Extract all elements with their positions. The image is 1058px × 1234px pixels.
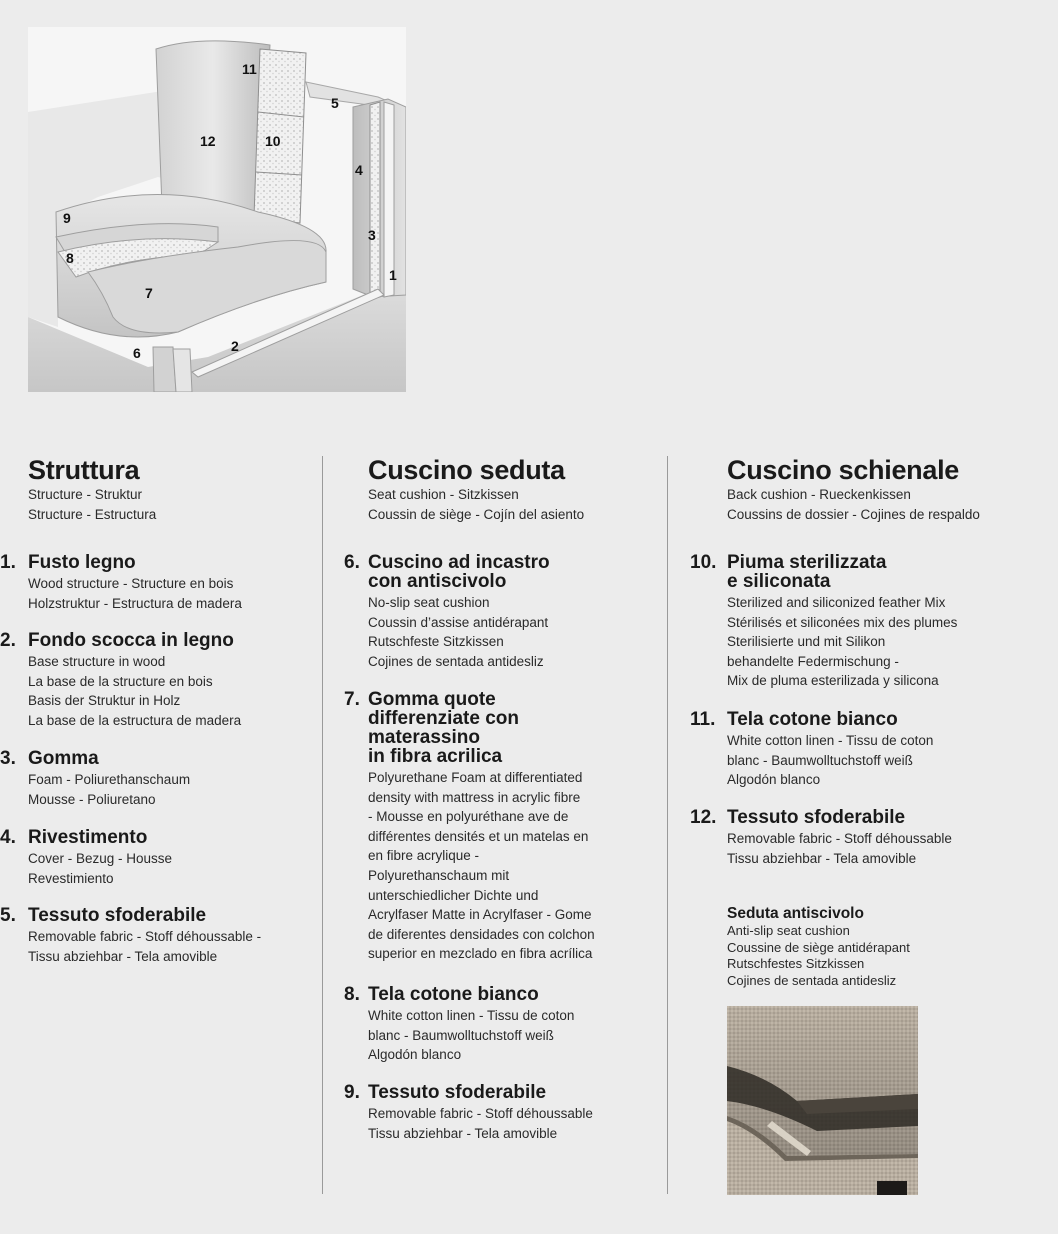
item-number: 10.	[690, 552, 717, 573]
item-number: 12.	[690, 807, 717, 828]
item-description: unterschiedlicher Dichte und	[368, 887, 539, 903]
spec-item-2	[0, 630, 328, 730]
item-heading: Tela cotone bianco	[368, 984, 539, 1005]
item-number: 11.	[690, 709, 716, 730]
item-description: White cotton linen - Tissu de coton	[368, 1008, 575, 1023]
seat-cushion-subtitle: Coussin de siège - Cojín del asiento	[368, 507, 585, 522]
anti-slip-line: Cojines de sentada antidesliz	[727, 972, 897, 988]
anti-slip-note	[727, 905, 1007, 989]
spec-item-9	[344, 1082, 638, 1143]
item-heading: Cuscino ad incastro	[368, 552, 550, 573]
spec-item-4	[0, 827, 173, 888]
item-description: Removable fabric - Stoff déhoussable	[727, 831, 952, 846]
structure-subtitle: Structure - Struktur	[28, 487, 143, 502]
diagram-label-1: 1	[389, 267, 397, 283]
item-heading: in fibra acrilica	[368, 746, 503, 767]
diagram-label-7: 7	[145, 285, 153, 301]
item-number: 3.	[0, 748, 16, 769]
item-heading: Fondo scocca in legno	[28, 630, 234, 651]
item-description: No-slip seat cushion	[368, 595, 490, 610]
diagram-label-5: 5	[331, 95, 339, 111]
item-description: behandelte Federmischung -	[727, 653, 899, 669]
item-description: White cotton linen - Tissu de coton	[727, 733, 934, 748]
item-description: Wood structure - Structure en bois	[28, 576, 234, 591]
item-description: en fibre acrylique -	[368, 848, 480, 864]
diagram-label-11: 11	[242, 61, 257, 77]
item-number: 7.	[344, 689, 360, 710]
item-heading: e siliconata	[727, 571, 831, 592]
item-number: 5.	[0, 905, 16, 926]
item-description: superior en mezclado en fibra acrílica	[368, 946, 593, 962]
item-description: Sterilisierte und mit Silikon	[727, 634, 886, 650]
item-description: La base de la structure en bois	[28, 673, 213, 689]
item-description: Holzstruktur - Estructura de madera	[28, 595, 242, 611]
item-description: de diferentes densidades con colchon	[368, 926, 595, 942]
item-description: Base structure in wood	[28, 654, 166, 669]
anti-slip-line: Coussine de siège antidérapant	[727, 939, 910, 955]
spec-item-12	[690, 807, 1007, 868]
spec-item-10	[690, 552, 1007, 691]
item-description: Cover - Bezug - Housse	[28, 851, 173, 866]
item-description: Mix de pluma esterilizada y silicona	[727, 673, 939, 689]
anti-slip-photo	[727, 1006, 918, 1195]
sofa-cutaway-drawing	[28, 27, 406, 392]
item-description: La base de la estructura de madera	[28, 712, 242, 728]
back-cushion-column	[690, 455, 1027, 988]
item-number: 9.	[344, 1082, 360, 1103]
item-description: Foam - Poliurethanschaum	[28, 772, 191, 787]
item-number: 1.	[0, 552, 16, 573]
item-heading: con antiscivolo	[368, 571, 507, 592]
anti-slip-title: Seduta antiscivolo	[727, 905, 864, 922]
back-cushion-subtitle: Coussins de dossier - Cojines de respaldo	[727, 507, 980, 522]
item-description: Basis der Struktur in Holz	[28, 693, 181, 709]
back-cushion-subtitle: Back cushion - Rueckenkissen	[727, 487, 911, 502]
item-heading: differenziate con	[368, 708, 519, 729]
item-heading: materassino	[368, 727, 480, 748]
item-description: Tissu abziehbar - Tela amovible	[28, 948, 218, 964]
item-number: 2.	[0, 630, 16, 651]
item-heading: Tessuto sfoderabile	[28, 905, 207, 926]
sofa-construction-diagram	[28, 27, 406, 392]
back-cushion-title: Cuscino schienale	[727, 455, 959, 485]
item-description: Rutschfeste Sitzkissen	[368, 634, 504, 650]
column-divider	[667, 456, 668, 1194]
seat-cushion-subtitle: Seat cushion - Sitzkissen	[368, 487, 519, 502]
diagram-label-8: 8	[66, 250, 74, 266]
item-description: - Mousse en polyuréthane ave de	[368, 809, 569, 825]
item-description: blanc - Baumwolltuchstoff weiß	[368, 1027, 554, 1043]
item-heading: Fusto legno	[28, 552, 136, 573]
diagram-label-4: 4	[355, 162, 363, 178]
diagram-label-6: 6	[133, 345, 141, 361]
item-description: Polyurethane Foam at differentiated	[368, 770, 583, 785]
item-description: Sterilized and siliconized feather Mix	[727, 595, 946, 610]
spec-item-3	[0, 748, 191, 809]
item-description: blanc - Baumwolltuchstoff weiß	[727, 752, 913, 768]
diagram-label-2: 2	[231, 338, 239, 354]
diagram-label-12: 12	[200, 133, 216, 149]
column-divider	[322, 456, 323, 1194]
anti-slip-line: Anti-slip seat cushion	[727, 923, 850, 938]
item-description: Removable fabric - Stoff déhoussable	[368, 1106, 593, 1121]
item-description: Tissu abziehbar - Tela amovible	[727, 850, 917, 866]
item-number: 8.	[344, 984, 360, 1005]
spec-item-11	[690, 709, 1007, 790]
item-heading: Tessuto sfoderabile	[368, 1082, 547, 1103]
item-description: Revestimiento	[28, 870, 114, 886]
item-number: 4.	[0, 827, 16, 848]
item-description: density with mattress in acrylic fibre	[368, 789, 581, 805]
item-heading: Piuma sterilizzata	[727, 552, 887, 573]
item-description: différentes densités et un matelas en	[368, 828, 589, 844]
structure-column	[0, 455, 318, 964]
anti-slip-line: Rutschfestes Sitzkissen	[727, 956, 865, 971]
item-heading: Gomma quote	[368, 689, 496, 710]
item-description: Polyurethanschaum mit	[368, 867, 510, 883]
item-heading: Gomma	[28, 748, 99, 769]
item-description: Stérilisés et siliconées mix des plumes	[727, 614, 958, 630]
item-heading: Rivestimento	[28, 827, 148, 848]
diagram-label-9: 9	[63, 210, 71, 226]
item-description: Tissu abziehbar - Tela amovible	[368, 1125, 558, 1141]
structure-subtitle: Structure - Estructura	[28, 507, 157, 522]
spec-item-1	[0, 552, 242, 613]
item-description: Algodón blanco	[727, 772, 821, 788]
spec-item-6	[344, 552, 550, 671]
item-description: Acrylfaser Matte in Acrylfaser - Gome	[368, 907, 592, 923]
item-description: Algodón blanco	[368, 1047, 462, 1063]
item-description: Removable fabric - Stoff déhoussable -	[28, 929, 262, 944]
structure-title: Struttura	[28, 455, 140, 485]
spec-item-7	[344, 689, 638, 964]
seat-cushion-column	[344, 455, 658, 1141]
diagram-label-10: 10	[265, 133, 281, 149]
item-number: 6.	[344, 552, 360, 573]
item-heading: Tessuto sfoderabile	[727, 807, 906, 828]
spec-item-5	[0, 905, 328, 966]
spec-item-8	[344, 984, 638, 1065]
diagram-label-3: 3	[368, 227, 376, 243]
item-description: Mousse - Poliuretano	[28, 791, 156, 807]
item-heading: Tela cotone bianco	[727, 709, 898, 730]
seat-cushion-title: Cuscino seduta	[368, 455, 565, 485]
item-description: Coussin d’assise antidérapant	[368, 614, 549, 630]
item-description: Cojines de sentada antidesliz	[368, 653, 544, 669]
